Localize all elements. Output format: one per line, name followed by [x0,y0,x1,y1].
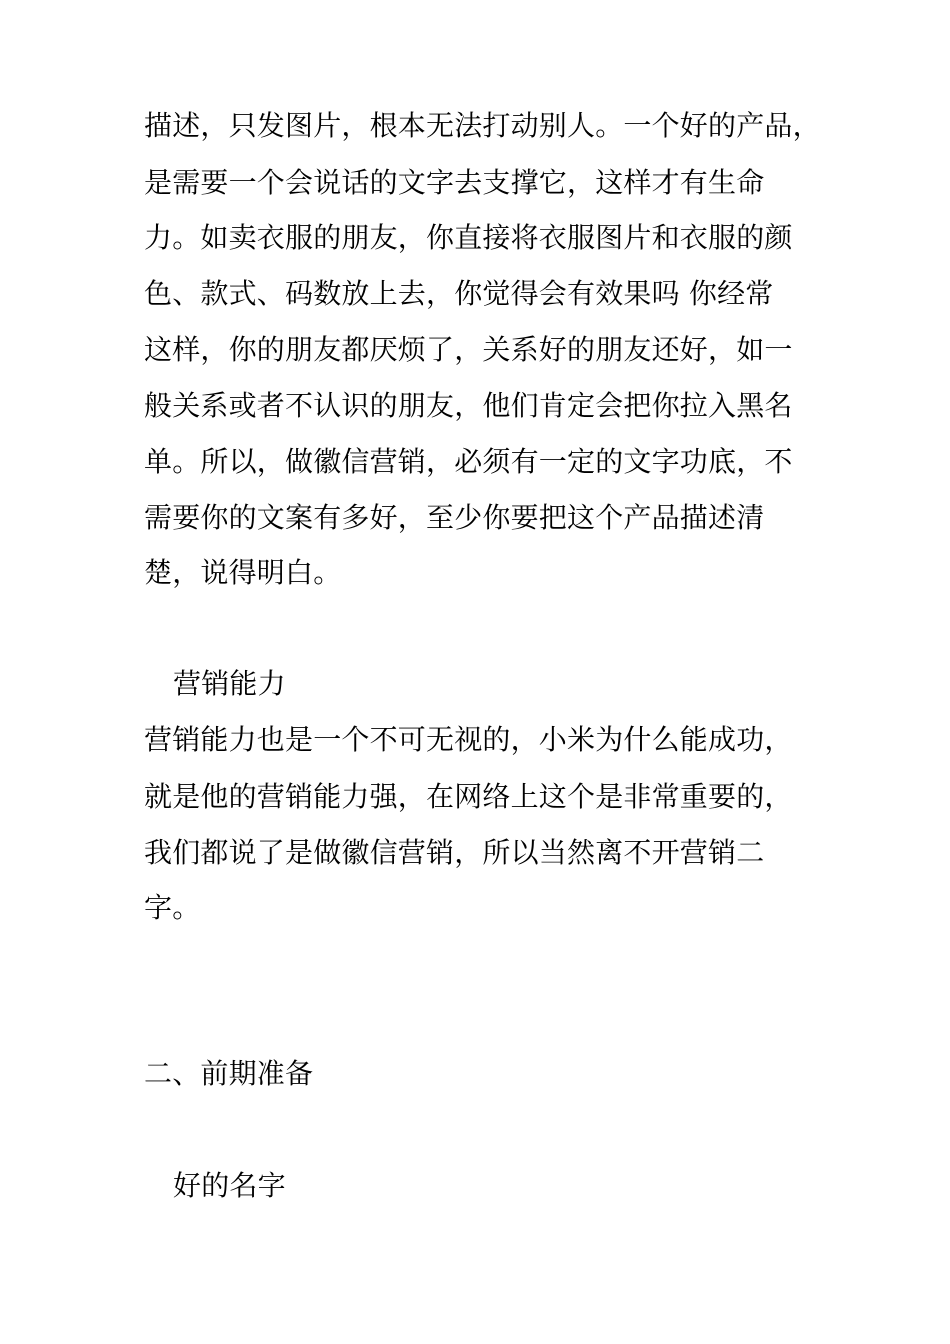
paragraph-line: 楚，说得明白。 [144,556,342,589]
paragraph-line: 就是他的营销能力强，在网络上这个是非常重要的， [144,780,793,813]
paragraph-line: 单。所以，做徽信营销，必须有一定的文字功底，不 [144,445,793,478]
section-heading: 二、前期准备 [144,1057,314,1090]
paragraph-line: 色、款式、码数放上去，你觉得会有效果吗 你经常 [144,277,774,310]
paragraph-line: 力。如卖衣服的朋友，你直接将衣服图片和衣服的颜 [144,221,793,254]
paragraph-line: 描述，只发图片，根本无法打动别人。一个好的产品， [144,109,821,142]
paragraph-line: 般关系或者不认识的朋友，他们肯定会把你拉入黑名 [144,389,793,422]
paragraph-line: 营销能力也是一个不可无视的，小米为什么能成功， [144,723,793,756]
paragraph-line: 是需要一个会说话的文字去支撑它，这样才有生命 [144,166,765,199]
paragraph-line: 我们都说了是做徽信营销，所以当然离不开营销二 [144,836,765,869]
subheading-marketing-ability: 营销能力 [173,667,286,700]
paragraph-line: 字。 [144,891,201,924]
paragraph-line: 需要你的文案有多好，至少你要把这个产品描述清 [144,501,765,534]
subheading-good-name: 好的名字 [173,1169,286,1202]
paragraph-line: 这样，你的朋友都厌烦了，关系好的朋友还好，如一 [144,333,793,366]
